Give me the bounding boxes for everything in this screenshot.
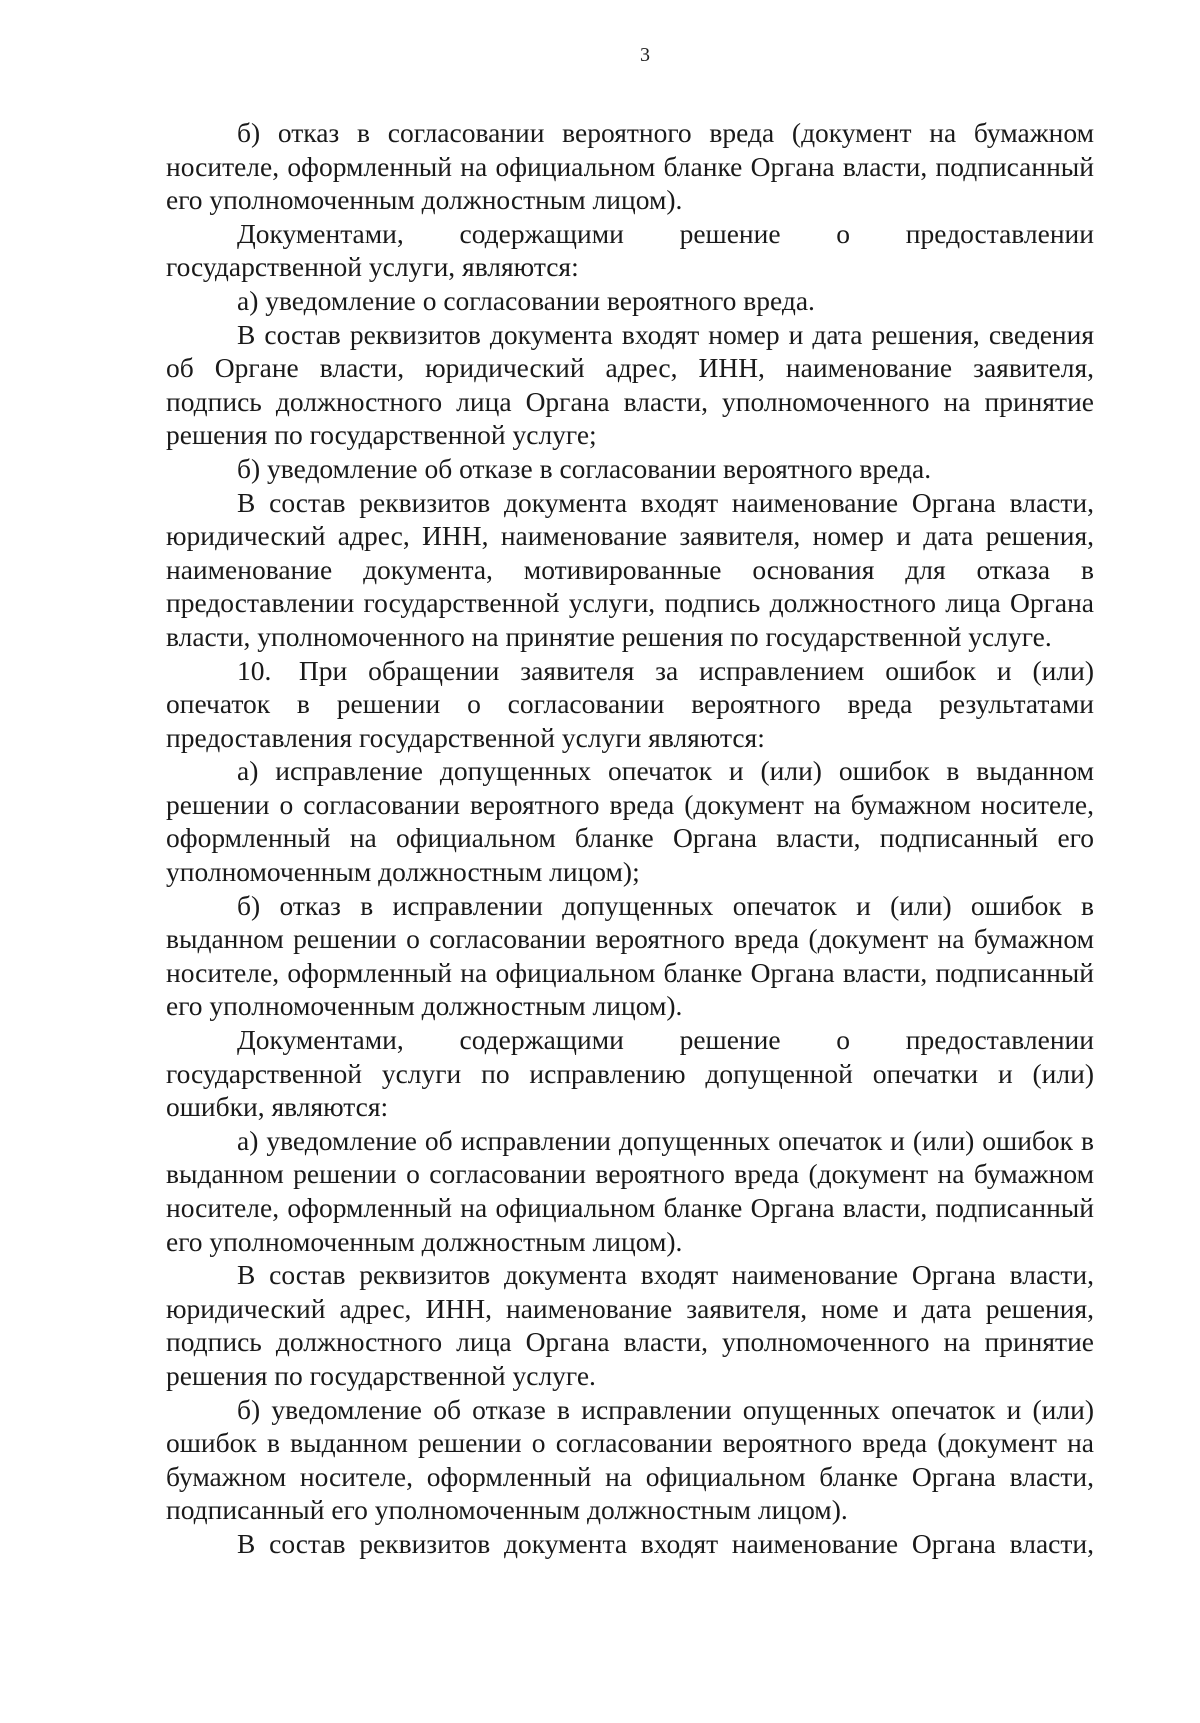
paragraph: В состав реквизитов документа входят наименование Органа власти, юридический адрес, ИНН, наименование заявителя, номер и дата решения, наименование документа, мотивированные основания для отказа в предоставлении государственной услуги, подпись должностного лица Органа власти, уполномоченного на принятие решения по государственной услуге. — [166, 486, 1094, 652]
document-body — [166, 116, 1094, 1561]
paragraph: Документами, содержащими решение о предоставлении государственной услуги, являются: — [166, 217, 1094, 283]
paragraph: а) исправление допущенных опечаток и (или) ошибок в выданном решении о согласовании вероятного вреда (документ на бумажном носителе, оформленный на официальном бланке Органа власти, подписанный его уполномоченным должностным лицом); — [166, 755, 1094, 888]
page-number: 3 — [640, 44, 650, 66]
paragraph: В состав реквизитов документа входят номер и дата решения, сведения об Органе власти, юридический адрес, ИНН, наименование заявителя, подпись должностного лица Органа власти, уполномоченного на принятие решения по государственной услуге; — [166, 318, 1094, 451]
paragraph: а) уведомление об исправлении допущенных опечаток и (или) ошибок в выданном решении о согласовании вероятного вреда (документ на бумажном носителе, оформленный на официальном бланке Органа власти, подписанный его уполномоченным должностным лицом). — [166, 1124, 1094, 1257]
paragraph: В состав реквизитов документа входят наименование Органа власти, юридический адрес, ИНН, наименование заявителя, номе и дата решения, подпись должностного лица Органа власти, уполномоченного на принятие решения по государственной услуге. — [166, 1259, 1094, 1391]
paragraph: Документами, содержащими решение о предоставлении государственной услуги по исправлению допущенной опечатки и (или) ошибки, являются: — [166, 1024, 1094, 1123]
paragraph: б) отказ в исправлении допущенных опечаток и (или) ошибок в выданном решении о согласовании вероятного вреда (документ на бумажном носителе, оформленный на официальном бланке Органа власти, подписанный его уполномоченным должностным лицом). — [166, 889, 1094, 1022]
paragraph: В состав реквизитов документа входят наименование Органа власти, — [237, 1527, 1094, 1559]
paragraph: а) уведомление о согласовании вероятного вреда. — [237, 284, 815, 316]
paragraph: б) уведомление об отказе в согласовании вероятного вреда. — [237, 452, 932, 484]
paragraph: б) уведомление об отказе в исправлении опущенных опечаток и (или) ошибок в выданном решении о согласовании вероятного вреда (документ на бумажном носителе, оформленный на официальном бланке Органа власти, подписанный его уполномоченным должностным лицом). — [166, 1393, 1094, 1526]
paragraph: 10. При обращении заявителя за исправлением ошибок и (или) опечаток в решении о согласовании вероятного вреда результатами предоставления государственной услуги являются: — [166, 654, 1094, 753]
paragraph: б) отказ в согласовании вероятного вреда (документ на бумажном носителе, оформленный на официальном бланке Органа власти, подписанный его уполномоченным должностным лицом). — [166, 117, 1094, 216]
